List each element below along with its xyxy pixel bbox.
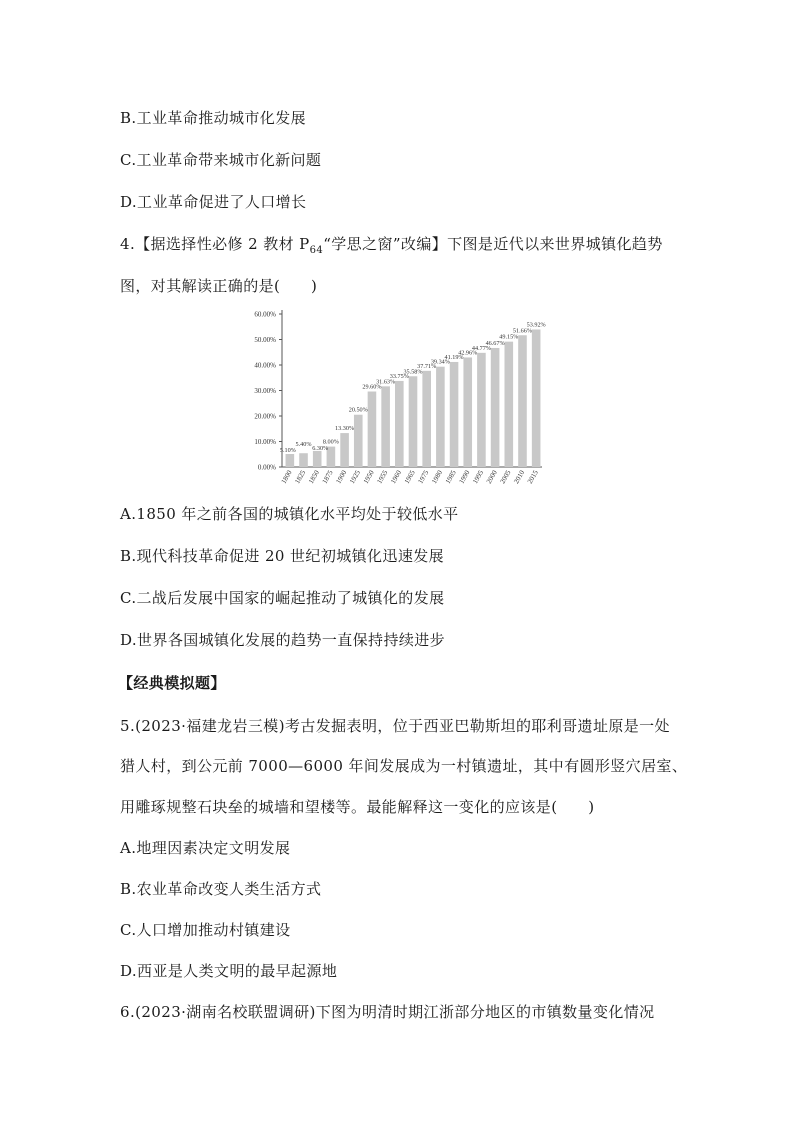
value-label-1875: 8.00% <box>322 438 339 446</box>
q4-stem-line2: 图，对其解读正确的是( ) <box>120 277 318 295</box>
x-label-1965: 1965 <box>402 469 417 486</box>
x-label-1925: 1925 <box>348 469 362 486</box>
q3-option-c: C.工业革命带来城市化新问题 <box>120 151 322 169</box>
value-label-1965: 35.58% <box>403 368 423 376</box>
q4-stem-post: “学思之窗”改编】下图是近代以来世界城镇化趋势 <box>323 235 663 253</box>
urbanization-chart <box>236 306 556 494</box>
bar-1925 <box>354 415 363 467</box>
q4-option-b: B.现代科技革命促进 20 世纪初城镇化迅速发展 <box>120 547 445 565</box>
q6-line1: 6.(2023·湖南名校联盟调研)下图为明清时期江浙部分地区的市镇数量变化情况 <box>120 1003 655 1021</box>
bar-1975 <box>422 371 431 467</box>
y-tick-label: 10.00% <box>254 438 276 446</box>
q5-option-d: D.西亚是人类文明的最早起源地 <box>120 962 338 980</box>
y-tick-label: 20.00% <box>254 412 276 421</box>
x-label-1980: 1980 <box>430 469 445 486</box>
section-title: 【经典模拟题】 <box>118 674 226 692</box>
y-tick-label: 50.00% <box>254 336 276 344</box>
x-label-1850: 1850 <box>307 469 321 486</box>
q5-line1: 5.(2023·福建龙岩三模)考古发掘表明，位于西亚巴勒斯坦的耶利哥遗址原是一处 <box>120 717 670 735</box>
value-label-1980: 39.34% <box>430 358 450 366</box>
x-label-1900: 1900 <box>334 469 349 486</box>
value-label-1900: 13.30% <box>335 425 355 433</box>
q4-option-a: A.1850 年之前各国的城镇化水平均处于较低水平 <box>120 505 459 523</box>
bar-1960 <box>395 381 404 467</box>
value-label-1955: 31.63% <box>376 378 396 386</box>
bar-1980 <box>436 367 445 467</box>
x-label-1825: 1825 <box>293 469 308 486</box>
value-label-2015: 53.92% <box>526 321 546 329</box>
y-tick-label: 0.00% <box>257 463 276 472</box>
bar-2005 <box>504 342 513 467</box>
value-label-1850: 6.30% <box>312 444 329 452</box>
y-tick-label: 60.00% <box>254 310 276 319</box>
q5-line2: 猎人村，到公元前 7000—6000 年间发展成为一村镇遗址，其中有圆形竖穴居室、 <box>120 757 688 775</box>
bar-1800 <box>286 454 295 467</box>
q4-stem-line1 <box>120 234 663 261</box>
x-label-1955: 1955 <box>375 469 390 486</box>
value-label-1825: 5.40% <box>295 441 312 449</box>
bar-1965 <box>409 376 418 467</box>
x-label-2015: 2015 <box>525 469 540 486</box>
x-label-1800: 1800 <box>279 469 294 486</box>
bar-1850 <box>313 451 322 467</box>
value-label-1925: 20.50% <box>348 406 368 414</box>
q5-option-c: C.人口增加推动村镇建设 <box>120 921 291 939</box>
bar-1995 <box>477 353 486 467</box>
x-label-2010: 2010 <box>512 469 527 486</box>
value-label-1960: 33.75% <box>389 372 409 380</box>
value-label-1800: 5.10% <box>279 446 296 454</box>
x-label-1990: 1990 <box>457 469 472 486</box>
q5-option-a: A.地理因素决定文明发展 <box>120 839 291 857</box>
value-label-2005: 49.15% <box>499 333 519 341</box>
q3-option-d: D.工业革命促进了人口增长 <box>120 193 307 211</box>
x-label-1875: 1875 <box>320 469 335 486</box>
value-label-2000: 46.67% <box>485 339 505 347</box>
q5-option-b: B.农业革命改变人类生活方式 <box>120 880 322 898</box>
value-label-1990: 42.96% <box>458 349 478 357</box>
bar-1825 <box>299 453 308 467</box>
bar-1985 <box>450 362 459 467</box>
x-label-1975: 1975 <box>416 469 431 486</box>
value-label-1985: 41.19% <box>444 353 464 361</box>
bar-2000 <box>491 348 500 467</box>
x-label-1950: 1950 <box>361 469 376 486</box>
y-tick-label: 40.00% <box>254 361 276 370</box>
x-label-1995: 1995 <box>471 469 486 486</box>
value-label-2010: 51.66% <box>512 327 533 335</box>
bar-1990 <box>463 357 472 467</box>
y-tick-label: 30.00% <box>254 387 276 395</box>
value-label-1975: 37.71% <box>417 362 437 370</box>
x-label-1985: 1985 <box>443 469 458 486</box>
x-label-2005: 2005 <box>498 469 513 486</box>
q4-option-d: D.世界各国城镇化发展的趋势一直保持持续进步 <box>120 631 446 649</box>
bar-2015 <box>532 330 541 467</box>
q4-stem-pre: 4.【据选择性必修 2 教材 P <box>120 235 310 253</box>
q4-stem-subscript: 64 <box>309 245 324 256</box>
bar-2010 <box>518 335 527 467</box>
bar-1900 <box>340 433 349 467</box>
q3-option-b: B.工业革命推动城市化发展 <box>120 109 306 127</box>
x-axis-labels <box>280 469 540 486</box>
q5-line3: 用雕琢规整石块垒的城墙和望楼等。最能解释这一变化的应该是( ) <box>120 798 595 816</box>
value-label-1950: 29.60% <box>362 383 382 391</box>
x-label-1960: 1960 <box>389 469 404 486</box>
value-label-1995: 44.77% <box>471 344 491 352</box>
x-label-2000: 2000 <box>484 469 499 486</box>
bar-1955 <box>381 386 390 467</box>
q4-option-c: C.二战后发展中国家的崛起推动了城镇化的发展 <box>120 589 445 607</box>
bar-1950 <box>368 392 377 467</box>
